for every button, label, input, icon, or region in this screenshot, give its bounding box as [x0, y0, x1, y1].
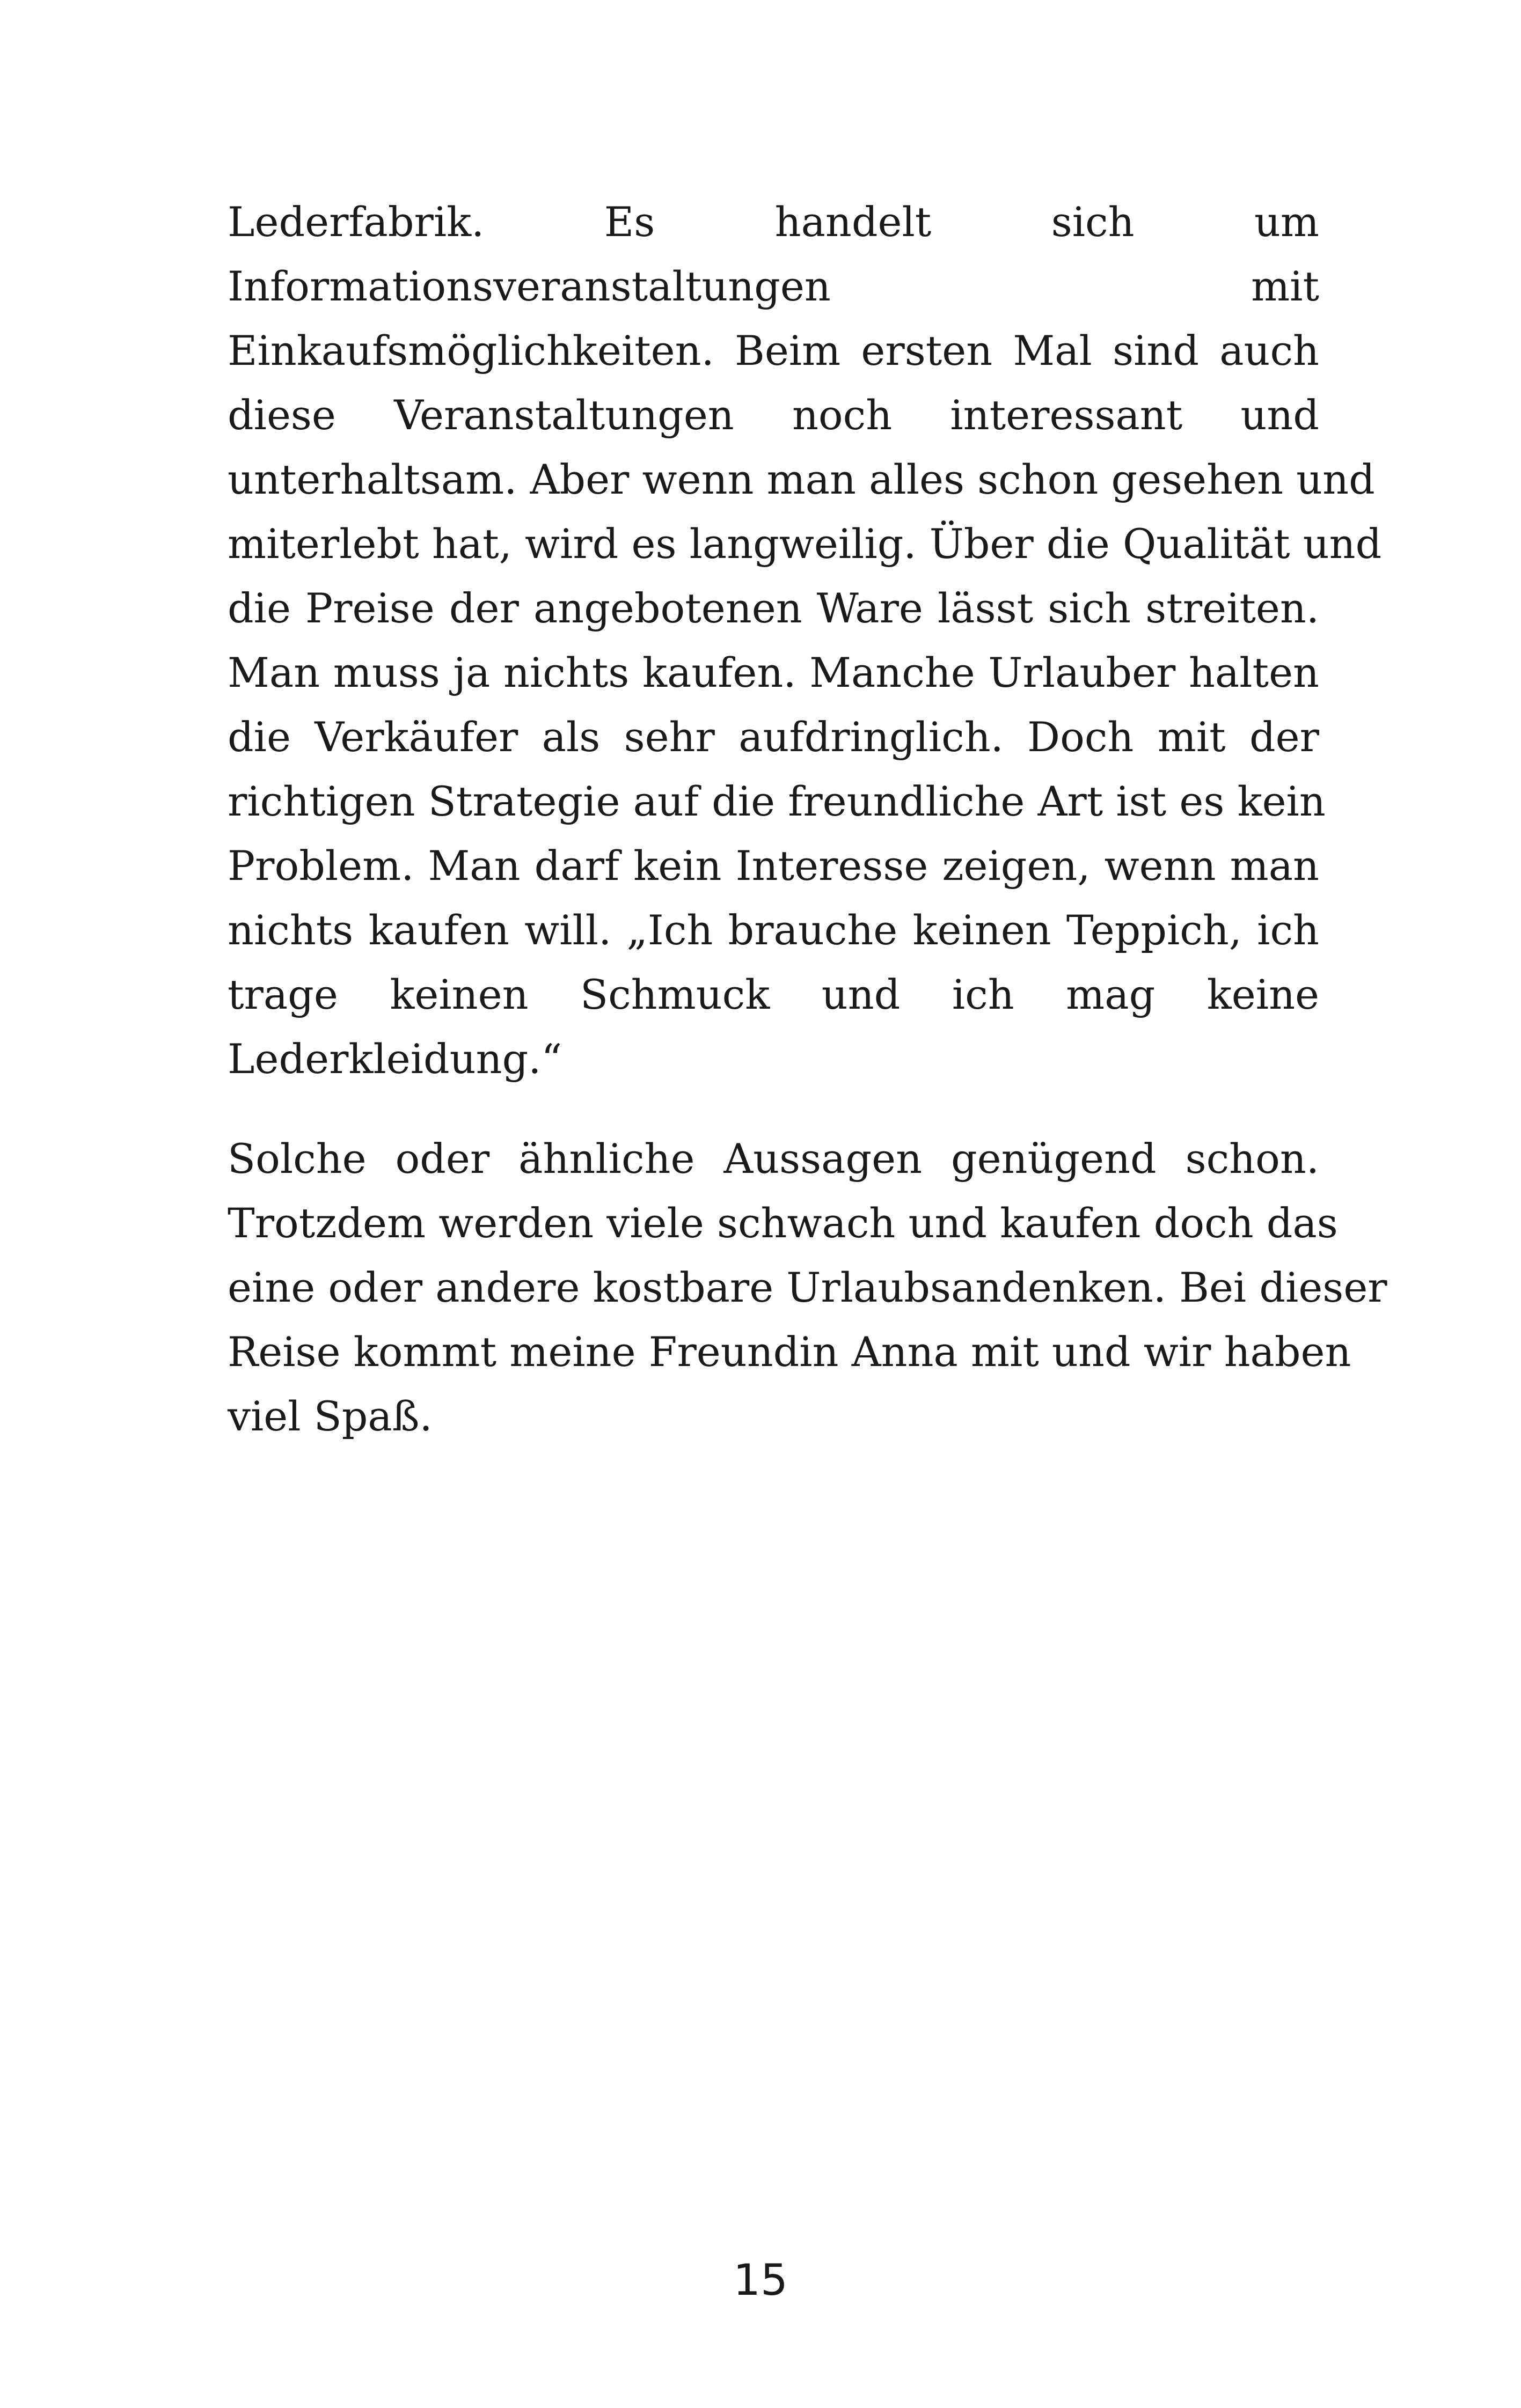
paragraph-spacer: [228, 1091, 1319, 1127]
text-line: nichts kaufen will. „Ich brauche keinen Teppich, ich: [228, 906, 1319, 954]
text-line: die Preise der angebotenen Ware lässt sich streiten.: [228, 584, 1319, 632]
text-line: diese Veranstaltungen noch interessant und: [228, 391, 1319, 439]
text-line: Lederkleidung.“: [228, 1035, 562, 1083]
text-line: trage keinen Schmuck und ich mag keine: [228, 971, 1319, 1018]
text-line: eine oder andere kostbare Urlaubsandenken. Bei dieser: [228, 1264, 1387, 1311]
body-text: [228, 190, 1387, 1449]
text-line: Man muss ja nichts kaufen. Manche Urlauber halten: [228, 649, 1319, 696]
paragraph-2: [228, 1127, 1387, 1449]
text-line: miterlebt hat, wird es langweilig. Über die Qualität und: [228, 520, 1382, 568]
text-line: Problem. Man darf kein Interesse zeigen, wenn man: [228, 842, 1319, 890]
text-line: viel Spaß.: [228, 1392, 433, 1440]
text-line: Solche oder ähnliche Aussagen genügend schon.: [228, 1135, 1319, 1183]
text-line: Trotzdem werden viele schwach und kaufen doch das: [228, 1199, 1338, 1247]
text-line: unterhaltsam. Aber wenn man alles schon gesehen und: [228, 456, 1375, 503]
text-line: Reise kommt meine Freundin Anna mit und wir haben: [228, 1328, 1351, 1376]
page-number: 15: [733, 2255, 788, 2305]
text-line: richtigen Strategie auf die freundliche Art ist es kein: [228, 777, 1326, 825]
text-line: Lederfabrik. Es handelt sich um: [228, 198, 1319, 246]
paragraph-1: [228, 190, 1382, 1091]
text-line: Einkaufsmöglichkeiten. Beim ersten Mal sind auch: [228, 327, 1319, 375]
text-line: Informationsveranstaltungen mit: [228, 262, 1319, 310]
text-line: die Verkäufer als sehr aufdringlich. Doch mit der: [228, 713, 1319, 761]
